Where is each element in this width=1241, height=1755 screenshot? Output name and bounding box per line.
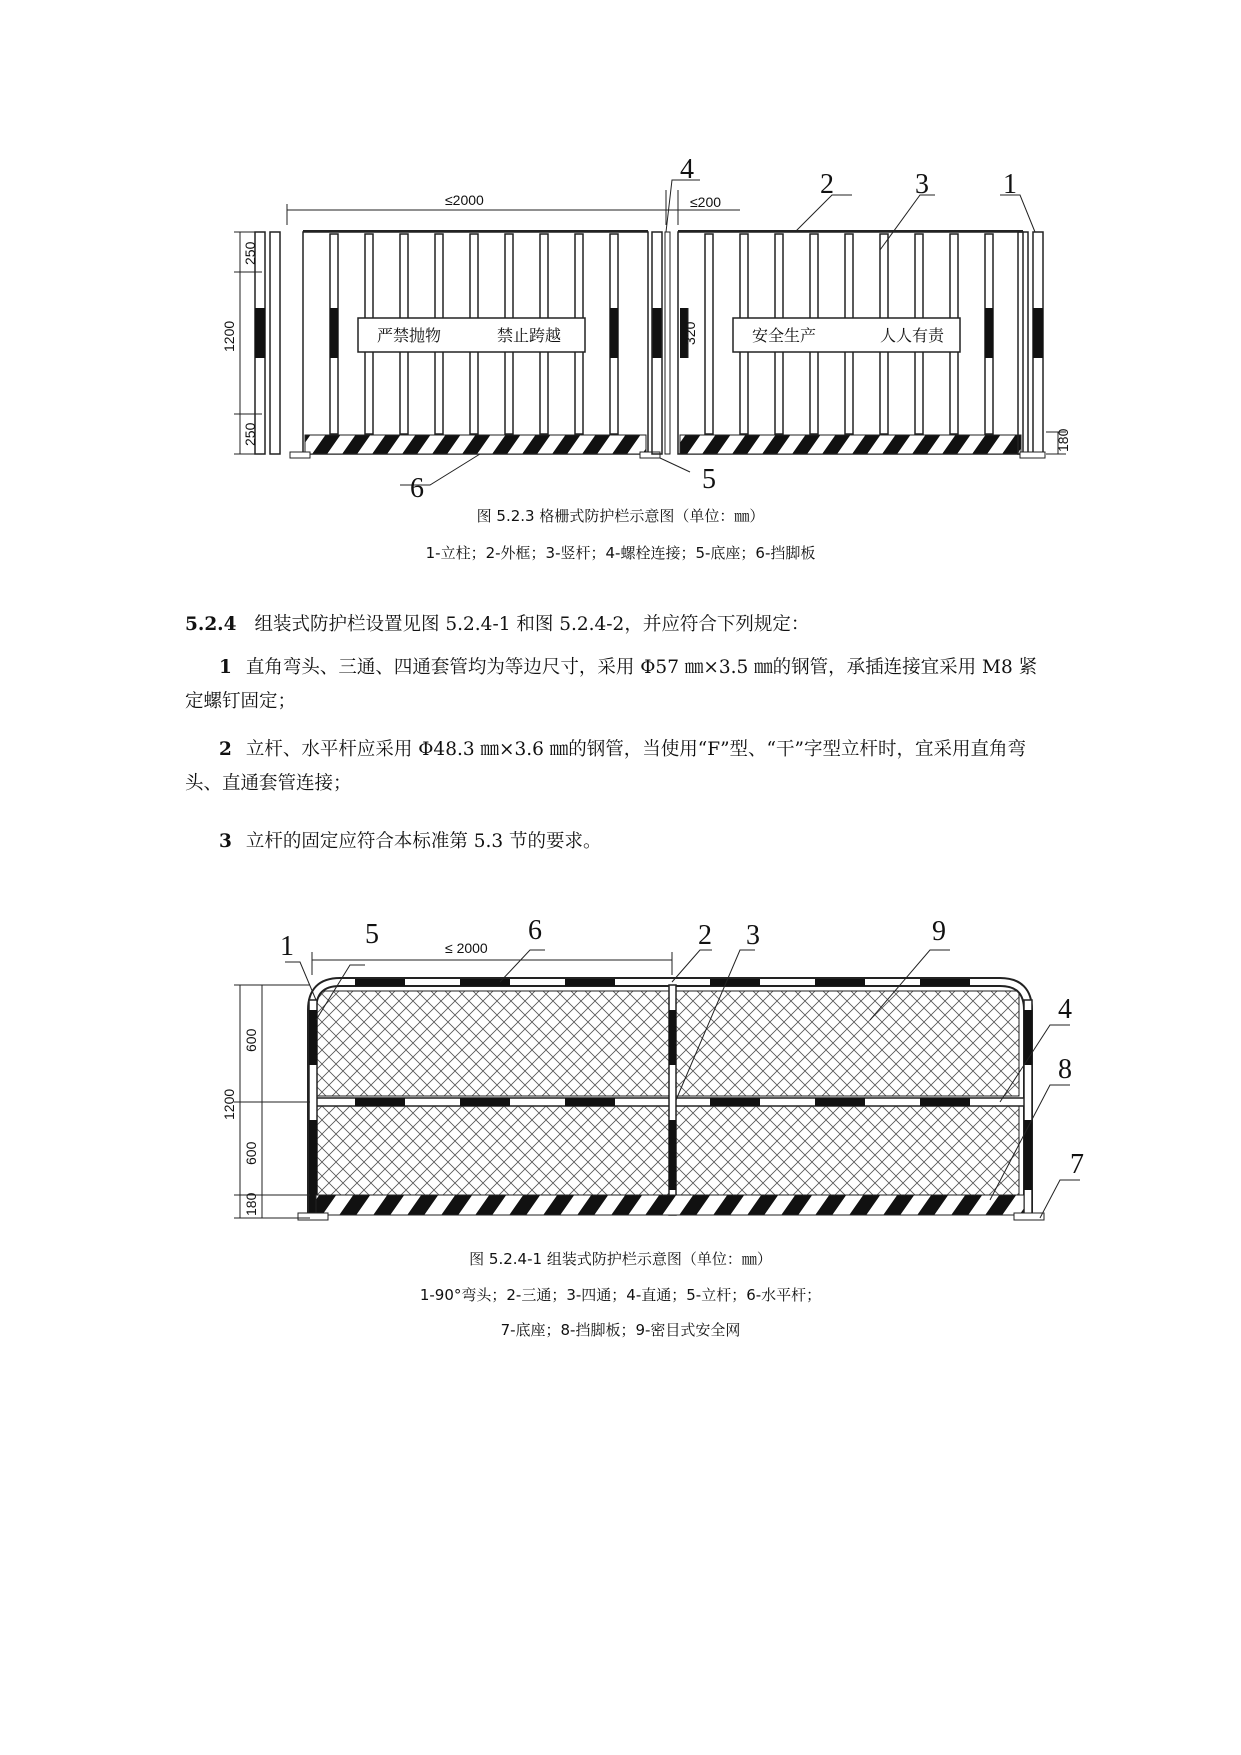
dim-sign-label: 320 (682, 321, 698, 345)
dim2-toe-label: 180 (243, 1192, 259, 1216)
safety-net-lower-left (316, 1105, 672, 1195)
leader2-5: 5 (365, 919, 379, 950)
dim2-upper-label: 600 (243, 1028, 259, 1052)
dim-width-label: ≤2000 (445, 192, 484, 208)
leader-6: 6 (410, 473, 424, 504)
leader2-4: 4 (1058, 994, 1072, 1025)
figure2-legend-line1: 1-90°弯头；2-三通；3-四通；4-直通；5-立杆；6-水平杆； (419, 1286, 822, 1304)
item-text: 立杆的固定应符合本标准第 5.3 节的要求。 (245, 831, 602, 852)
leader2-2: 2 (698, 920, 712, 951)
leader-3: 3 (915, 169, 929, 200)
leader-5: 5 (702, 464, 716, 495)
safety-net-upper-left (316, 991, 672, 1096)
dim-height-label: 1200 (221, 320, 237, 352)
dim-toe-label: 180 (1055, 428, 1071, 452)
figure1-caption: 图 5.2.3 格栅式防护栏示意图（单位：㎜） (476, 507, 765, 525)
dim2-height-label: 1200 (221, 1088, 237, 1120)
toe-board (316, 1195, 1024, 1215)
leader2-9: 9 (932, 916, 946, 947)
item-number: 2 (219, 739, 232, 760)
safety-net-upper-right (676, 991, 1019, 1096)
sign-right-text-b: 人人有责 (880, 326, 945, 345)
item-number: 1 (219, 657, 232, 678)
item-text: 直角弯头、三通、四通套管均为等边尺寸，采用 Φ57 ㎜×3.5 ㎜的钢管，承插连接宜采用 M8 紧定螺钉固定； (185, 657, 1038, 712)
leader2-7: 7 (1070, 1149, 1084, 1180)
dim2-width-label: ≤ 2000 (445, 940, 488, 956)
leader2-8: 8 (1058, 1054, 1072, 1085)
sign-left-text-a: 严禁抛物 (377, 326, 442, 345)
leader-1: 1 (1003, 169, 1017, 200)
figure1-legend: 1-立柱；2-外框；3-竖杆；4-螺栓连接；5-底座；6-挡脚板 (425, 544, 816, 562)
sign-right-text-a: 安全生产 (752, 326, 817, 345)
figure2-legend-line2: 7-底座；8-挡脚板；9-密目式安全网 (500, 1321, 741, 1339)
dim-gap-label: ≤200 (690, 194, 722, 210)
clause-number: 5.2.4 (185, 614, 237, 635)
base-right (1014, 1213, 1044, 1220)
leader-2: 2 (820, 169, 834, 200)
sign-left-text-b: 禁止跨越 (497, 326, 562, 345)
safety-net-lower-right (676, 1105, 1019, 1195)
leader2-6: 6 (528, 915, 542, 946)
dim-top-label: 250 (242, 241, 258, 265)
leader-4: 4 (680, 154, 694, 185)
figure2-caption: 图 5.2.4-1 组装式防护栏示意图（单位：㎜） (469, 1250, 772, 1268)
item-text: 立杆、水平杆应采用 Φ48.3 ㎜×3.6 ㎜的钢管，当使用“F”型、“干”字型立杆时，宜采用直角弯头、直通套管连接； (185, 739, 1026, 794)
base-left (298, 1213, 328, 1220)
leader2-3: 3 (746, 920, 760, 951)
dim2-lower-label: 600 (243, 1141, 259, 1165)
clause-text: 组装式防护栏设置见图 5.2.4-1 和图 5.2.4-2，并应符合下列规定： (254, 614, 810, 635)
dim-bottom-label: 250 (242, 422, 258, 446)
leader2-1: 1 (280, 931, 294, 962)
item-number: 3 (219, 831, 232, 852)
